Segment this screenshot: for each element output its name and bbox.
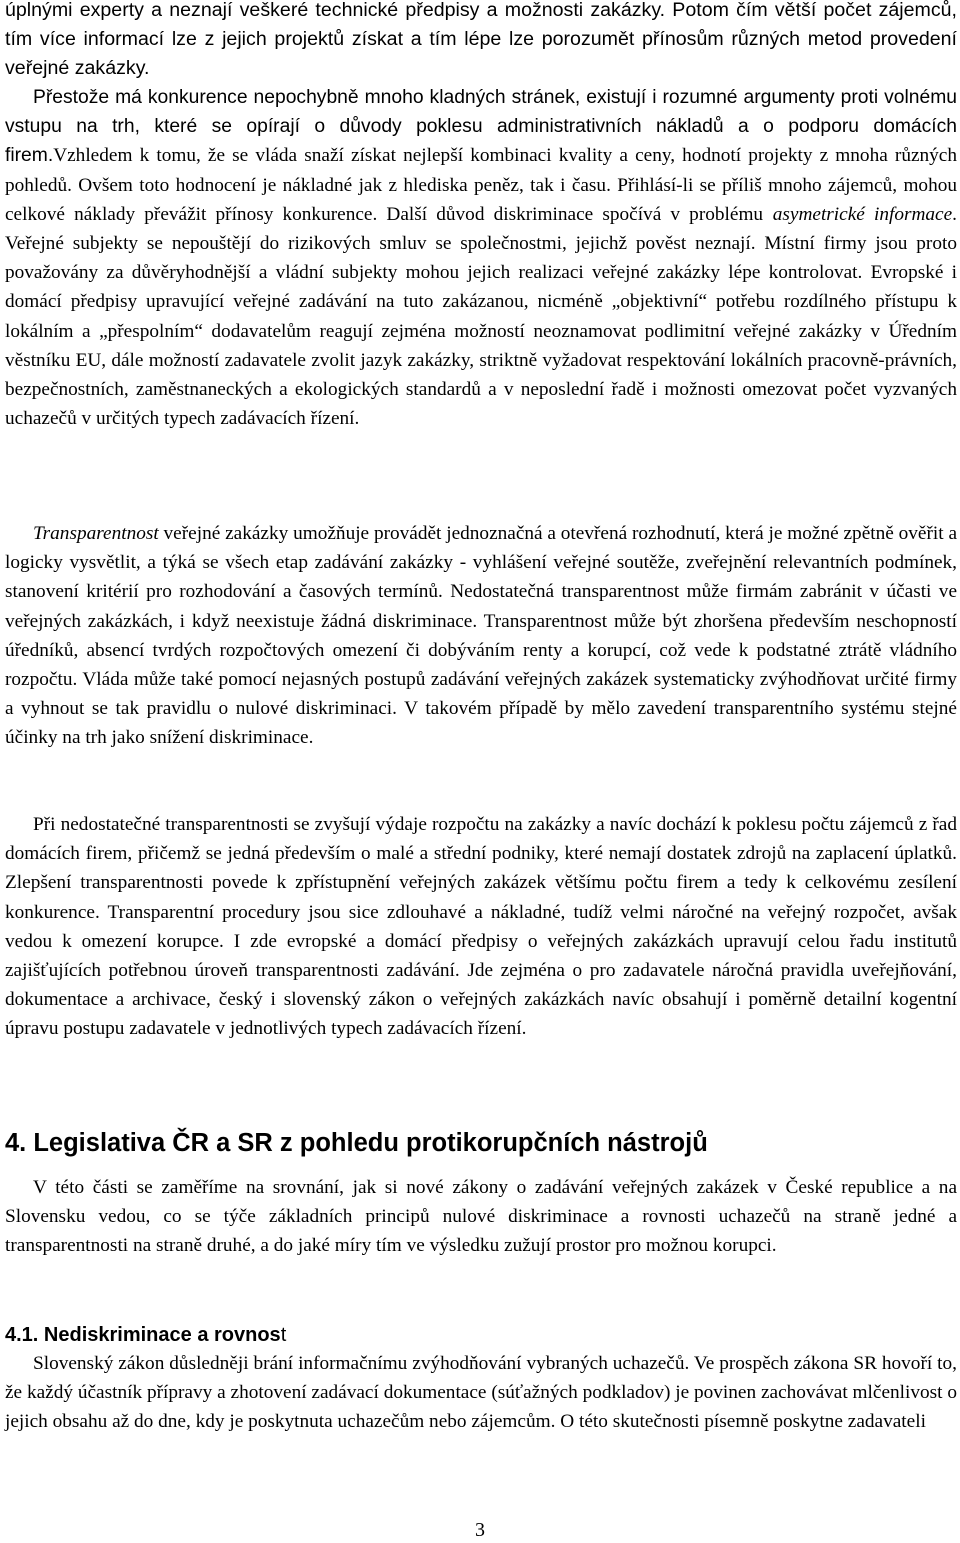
section-heading-4: 4. Legislativa ČR a SR z pohledu protikorupčních nástrojů bbox=[5, 1129, 708, 1157]
paragraph-competition-arguments bbox=[5, 83, 957, 433]
paragraph-transparency-text: veřejné zakázky umožňuje provádět jednoznačná a otevřená rozhodnutí, která je možné zpětně ověřit a logicky vysvětlit, a týká se všech etap zadávání zakázky - vyhlášení veřejné soutěže, zveřejnění relevantních podmínek, stanovení kritérií pro rozhodování a časových termínů. Nedostatečná transparentnost může firmám zabránit v účasti ve veřejných zakázkách, i když neexistuje žádná diskriminace. Transparentnost může být zhoršena především neschopností úředníků, absencí tvrdých rozpočtových omezení či dobýváním renty a korupcí, což vede k podstatné ztrátě vládního rozpočtu. Vláda může také pomocí nejasných postupů zadávání veřejných zakázek systematicky zvýhodňovat určité firmy a vyhnout se tak pravidlu o nulové diskriminaci. V takovém případě by mělo zavedení transparentního systému stejné účinky na trh jako snížení diskriminace. bbox=[5, 523, 957, 749]
paragraph-intro-continuation: úplnými experty a neznají veškeré technické předpisy a možnosti zakázky. Potom čím větší počet zájemců, tím více informací lze z jejich projektů získat a tím lépe lze porozumět přínosům různých metod provedení veřejné zakázky. bbox=[5, 0, 957, 80]
section-heading-4-1-bold: 4.1. Nediskriminace a rovnos bbox=[5, 1324, 281, 1346]
section-heading-4-1-tail: t bbox=[280, 1324, 287, 1346]
paragraph-section-4-1: Slovenský zákon důsledněji brání informačnímu zvýhodňování vybraných uchazečů. Ve prospěch zákona SR hovoří to, že každý účastník přípravy a zhotovení zadávací dokumentace (súťažných podkladov) je povinen zachovávat mlčenlivost o jejich obsahu až do dne, kdy je poskytnuta uchazečům nebo zájemcům. O této skutečnosti písemně poskytne zadavateli bbox=[5, 1353, 957, 1433]
page-number: 3 bbox=[475, 1519, 485, 1541]
paragraph-section-4: V této části se zaměříme na srovnání, jak si nové zákony o zadávání veřejných zakázek v České republice a na Slovensku vedou, co se týče základních principů nulové diskriminace a rovnosti uchazečů na straně jedné a transparentnosti na straně druhé, a do jaké míry tím ve výsledku zužují prostor pro možnou korupci. bbox=[5, 1177, 957, 1257]
paragraph-competition-part2: Vzhledem k tomu, že se vláda snaží získat nejlepší kombinaci kvality a ceny, hodnotí projekty z mnoha různých pohledů. Ovšem toto hodnocení je nákladné jak z hlediska peněz, tak i času. Přihlásí-li se příliš mnoho zájemců, mohou celkové náklady převážit přínosy konkurence. Další důvod diskriminace spočívá v problému bbox=[5, 145, 957, 225]
term-asymmetric-information: asymetrické informace bbox=[772, 203, 953, 225]
paragraph-competition-part3: . Veřejné subjekty se nepouštějí do rizikových smluv se společnostmi, jejichž pověst neznají. Místní firmy jsou proto považovány za důvěryhodnější a vládní subjekty mohou jejich realizaci veřejné zakázky lépe kontrolovat. Evropské i domácí předpisy upravující veřejné zadávání na tuto zakázanou, nicméně „objektivní“ potřebu rozdílného přístupu k lokálním a „přespolním“ dodavatelům reagují zejména možností neoznamovat podlimitní veřejné zakázky v Úředním věstníku EU, dále možností zadavatele zvolit jazyk zakázky, striktně vyžadovat respektování lokálních pracovně-právních, bezpečnostních, zaměstnaneckých a ekologických standardů a v neposlední řadě i možnosti omezovat počet vyzvaných uchazečů v určitých typech zadávacích řízení. bbox=[5, 203, 957, 430]
paragraph-insufficient-transparency: Při nedostatečné transparentnosti se zvyšují výdaje rozpočtu na zakázky a navíc dochází k poklesu počtu zájemců z řad domácích firem, přičemž se jedná především o malé a střední podniky, které nemají dostatek zdrojů na zaplacení úplatků. Zlepšení transparentnosti povede k zpřístupnění veřejných zakázek většímu počtu firem a tedy k celkovému zesílení konkurence. Transparentní procedury jsou sice zdlouhavé a nákladné, tudíž velmi náročné na veřejný rozpočet, avšak vedou k omezení korupce. I zde evropské a domácí předpisy o veřejných zakázkách upravují celou řadu institutů zajišťujících potřebnou úroveň transparentnosti zadávání. Jde zejména o pro zadavatele náročná pravidla uveřejňování, dokumentace a archivace, český i slovenský zákon o veřejných zakázkách navíc obsahují i poměrně detailní kogentní úpravu postupu zadavatele v jednotlivých typech zadávacích řízení. bbox=[5, 814, 957, 1040]
paragraph-transparency bbox=[5, 519, 957, 753]
term-transparency: Transparentnost bbox=[33, 523, 159, 544]
paragraph-competition-part1: Přestože má konkurence nepochybně mnoho kladných stránek, existují i rozumné argumenty proti volnému vstupu na trh, které se opírají o důvody poklesu administrativních nákladů a o podporu domácích firem. bbox=[5, 87, 957, 167]
section-heading-4-1 bbox=[5, 1321, 286, 1349]
